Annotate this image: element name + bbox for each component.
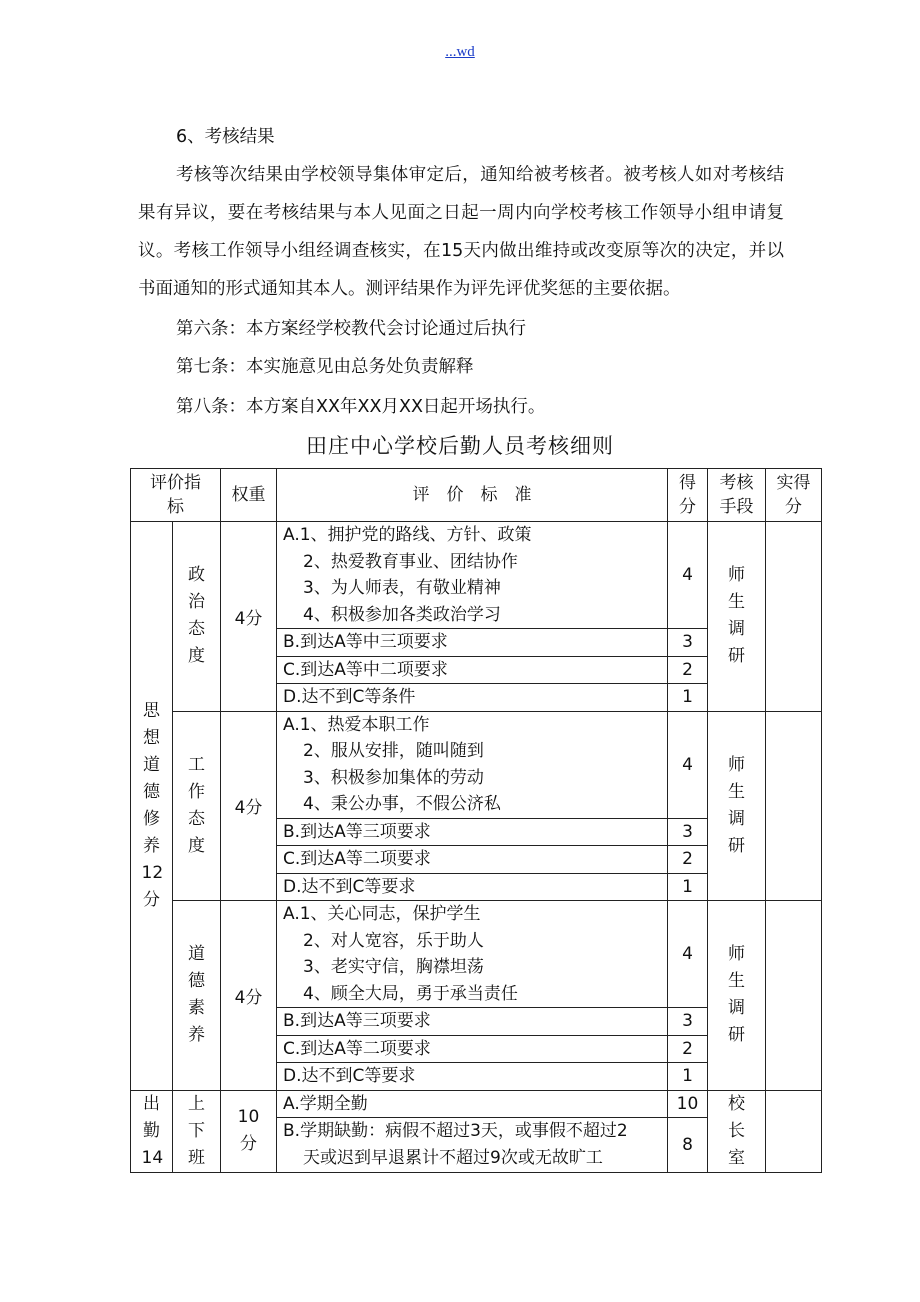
score-c: 2: [668, 656, 708, 684]
section-weight: 4分: [221, 522, 277, 712]
table-row: [131, 522, 822, 629]
actual-score-cell: [766, 1090, 822, 1172]
criteria-a: A.学期全勤: [277, 1090, 668, 1118]
group-label-attendance: 出勤14: [131, 1090, 173, 1172]
header-actual: 实得分: [766, 469, 822, 522]
method-cell: 师生调研: [708, 711, 766, 901]
group-label-ideology: 思想道德修养12分: [131, 522, 173, 1091]
criteria-d: D.达不到C等要求: [277, 873, 668, 901]
score-c: 2: [668, 1035, 708, 1063]
score-b: 8: [668, 1118, 708, 1172]
section-weight: 4分: [221, 901, 277, 1091]
score-d: 1: [668, 873, 708, 901]
table-row: [131, 901, 822, 1008]
criteria-a: A.1、关心同志，保护学生 2、对人宽容，乐于助人 3、老实守信，胸襟坦荡 4、顾全大局，勇于承当责任: [277, 901, 668, 1008]
score-b: 3: [668, 629, 708, 657]
score-b: 3: [668, 1008, 708, 1036]
score-c: 2: [668, 846, 708, 874]
criteria-d: D.达不到C等条件: [277, 684, 668, 712]
section-name: 道德素养: [173, 901, 221, 1091]
method-cell: 校长室: [708, 1090, 766, 1172]
score-b: 3: [668, 818, 708, 846]
criteria-b: B.到达A等三项要求: [277, 1008, 668, 1036]
actual-score-cell: [766, 901, 822, 1091]
actual-score-cell: [766, 522, 822, 712]
article-8: 第八条：本方案自XX年XX月XX日起开场执行。: [176, 397, 546, 417]
article-7: 第七条：本实施意见由总务处负责解释: [176, 357, 474, 377]
criteria-b: B.到达A等三项要求: [277, 818, 668, 846]
score-a: 4: [668, 711, 708, 818]
results-paragraph: 考核等次结果由学校领导集体审定后，通知给被考核者。被考核人如对考核结果有异议，要在考核结果与本人见面之日起一周内向学校考核工作领导小组申请复议。考核工作领导小组经调查核实，在15天内做出维持或改变原等次的决定，并以书面通知的形式通知其本人。测评结果作为评先评优奖惩的主要依据。: [138, 165, 784, 299]
header-link[interactable]: ...wd: [445, 44, 475, 60]
criteria-d: D.达不到C等要求: [277, 1063, 668, 1091]
method-cell: 师生调研: [708, 901, 766, 1091]
criteria-c: C.到达A等二项要求: [277, 1035, 668, 1063]
criteria-c: C.到达A等中二项要求: [277, 656, 668, 684]
criteria-c: C.到达A等二项要求: [277, 846, 668, 874]
score-a: 4: [668, 901, 708, 1008]
score-a: 4: [668, 522, 708, 629]
assessment-table: [130, 468, 822, 1173]
score-d: 1: [668, 1063, 708, 1091]
method-cell: 师生调研: [708, 522, 766, 712]
header-score: 得分: [668, 469, 708, 522]
criteria-b: B.学期缺勤：病假不超过3天，或事假不超过2 天或迟到早退累计不超过9次或无故旷工: [277, 1118, 668, 1172]
table-header-row: [131, 469, 822, 522]
article-6: 第六条：本方案经学校教代会讨论通过后执行: [176, 319, 526, 339]
criteria-a: A.1、热爱本职工作 2、服从安排，随叫随到 3、积极参加集体的劳动 4、秉公办事，不假公济私: [277, 711, 668, 818]
section-name: 工作态度: [173, 711, 221, 901]
score-a: 10: [668, 1090, 708, 1118]
table-title: 田庄中心学校后勤人员考核细则: [306, 434, 614, 458]
header-criteria: 评 价 标 准: [277, 469, 668, 522]
table-row: [131, 711, 822, 818]
section-weight: 4分: [221, 711, 277, 901]
criteria-b: B.到达A等中三项要求: [277, 629, 668, 657]
header-indicator: 评价指标: [131, 469, 221, 522]
actual-score-cell: [766, 711, 822, 901]
criteria-a: A.1、拥护党的路线、方针、政策 2、热爱教育事业、团结协作 3、为人师表，有敬业精神 4、积极参加各类政治学习: [277, 522, 668, 629]
header-method: 考核手段: [708, 469, 766, 522]
score-d: 1: [668, 684, 708, 712]
header-weight: 权重: [221, 469, 277, 522]
section-weight: 10分: [221, 1090, 277, 1172]
section-name: 政治态度: [173, 522, 221, 712]
section-heading: 6、考核结果: [176, 127, 275, 147]
table-row: [131, 1090, 822, 1118]
section-name: 上下班: [173, 1090, 221, 1172]
